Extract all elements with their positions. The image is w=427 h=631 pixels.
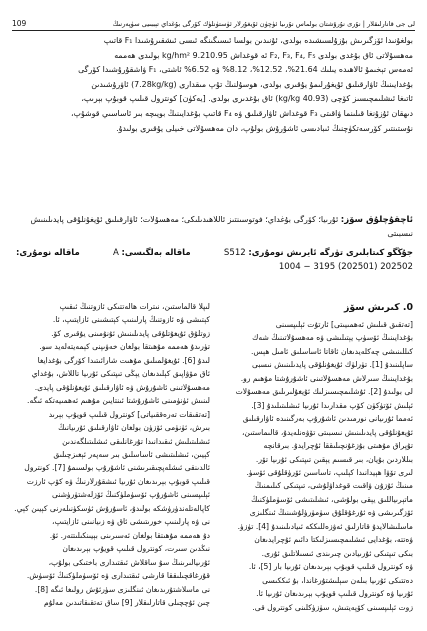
classification-info [16,246,413,274]
keywords-text: ئۇرىيا؛ كۆرگى بۇغداي؛ فوتوسىنتىز ئاللاھىدىلىكى؛ مەھسۇلات؛ ئاۋارقىلىق ئۇيغۇنلۇقى پايدىلىنىش نىسبىتى [30,215,413,238]
running-header [12,14,415,31]
body-line: بىللاردىن بۇيان، بىر قىسىم يېقىن تىپتىكى ئۇرىيا تۆر. [255,454,413,464]
body-line: ماسلىشالايدۇ قاتارلىق ئەۋزەللىككە ئىيادىلىنىدۇ [4]. تۈزۈ. [237,521,413,531]
body-line: [تەتقىقات تەرەققىياتى] كونترول قىلىپ قويۇپ بېرىد [48,409,210,419]
body-line: بىكى تىپتىكى ئۇرىيادىن چىرىندى ئىسىلاتلىق ئۇرى. [261,548,413,558]
body-line: ئالدىنقى ئىشلەپچىقىرىشنى ئاشۇرۇپ بولسىمۇ [7]. كونترول [24,463,210,473]
clc-group [224,246,413,260]
body-line: كاپالەتلەندۈرۈشكە بولىدۇ، ئاسۇرۇش ئۈسكۈنىلەرنى كېيىن كېي. [14,503,210,513]
body-line: ئۇرىيالىرىنىڭ سۇ ساقلاش ئىقتىدارى باختىكى بولۇپ، [48,557,210,567]
body-line: ئېلىش ئۆتۈكۈن كۆپ مقدارىدا ئۇرىيا ئىشلىتىلىدۇ [3]. [251,400,413,410]
abstract-line: بۇغدايىنىڭ ئاۋارقىلىق ئۇيغۇرلىمۇ يۇقىرى بولدى، ھوسۇلنىڭ تۇپ مىقدارى (7.28kg/kg) ئاۋرۇشىدىن [91,79,413,89]
body-line: [تەتقىق قىلىش ئەھمىيىتى] ئارتۇت ئېلىپسىنى [275,320,413,329]
body-line: بىرش، ئۈنۈمى ئۆزۈن بولغان ئاۋارقىلىق ئۇرىيانىڭ [58,423,210,433]
body-line: كېتىشى ۋە ئازوتنىڭ پارلىنىپ كېتىشىنى ئازايتىپ، ئا. [52,315,210,325]
body-line: نى ۋە پارلىنىپ خورىتىشى ئاق ۋە زىيانىنى ئازايتىپ، [52,517,210,527]
keywords-label: ئاچقۇچلۇق سۆز: [340,215,413,225]
body-line: كېيىن، ئىشلىتىشى ئاساسلىق بىر سەپەر ئېغىزچىلىق [53,449,210,459]
doc-code-group [113,246,191,260]
body-line: ماتېرىياللىق يېقى بولۇشى، ئىشلىتىشى ئۆسۈملۈكنىڭ [251,494,413,504]
page-number: 109 [12,19,27,28]
body-line: لىپلا قالماستىن، نىترات ھالەتتىكى ئازوتنىڭ ئىقىپ [59,302,210,311]
body-line: ئىشلىتىلىش ئىقىدانىدا تۇرغانلىقى ئىشلىتىلگەندىن [62,436,210,446]
article-number-label: ماقالە نومۇرى: [16,248,80,258]
body-line: بۇغدايىنىڭ ئۆسۈپ يېتىلىشى ۋە مەھسۇلاتىنىڭ شەك [252,333,413,343]
body-line: ئېلىپسىنى ئاشۇرۇپ ئۆسۈملۈكنىڭ ئۆزلەشتۈرۈشنى [51,490,210,500]
doc-code-value: A [113,248,119,258]
body-line: ۋەتتە، بۇغدايى ئىشلىمچىسىزلىكتا دائىم ئۇچرايدىغان [254,535,413,545]
body-line: كىللىنىشى چەكلەيدىغان ئاقاتا ئاساسلىق ئامىل ھېس. [250,346,413,356]
body-line: ئاق مۆۋاپىق كېلىدىغان يېڭى تىپتىكى ئۇرىيا تاللاش، بۇغداي [31,369,210,379]
body-line: نى ماسلاشتۇرىدىغان ئىنگلىزى سۈرئۇش رولىغا ئىگە [8]. [34,584,210,594]
body-line: مىنىڭ ئۇزۇن ۋاقىت قوغداۋلۇشى، تىپتىكى كىلىمنىڭ [254,481,413,491]
body-line: دۇ ھەممە مۇھىتقا بولغان ئەسىرىنى بېيىنكىلىتتەر. ئۇ. [49,530,210,540]
body-line: بۇغدايىنىڭ سىرلاش مەھسۇلاتىنى ئاشۇرۇشتا مۇھىم رو. [240,373,413,383]
running-title: لى جى قانارلىقلار | نۇرى نۇرۇشتان بولماس نۇرىيا ئۈچۈن ئۇيغۇرلار ئۈستۈنلۈك كۆرگى بۇغداي تېببىيى سۈپەرنىڭ [112,20,415,28]
body-line: تۈرىدۇ ھەممە مۇھىتقا بولغان خەۋىپنى كېمەيتەلەيد سو. [39,342,210,352]
abstract-line: بولغۇنىدا ئۆزگىرىش بۇزۇلسىشىدە بولدى، ئۇنىدىن بولسا ئىسىگىنگە ئىسى ئىشقىرۇشىدا F₁ قاتىپ [103,36,413,45]
body-line: ئۆزگىرىشى ۋە ئۇرغۇقلۇق سۈمۈرۈلۇشىنىڭ ئىنگلىزى [249,508,413,518]
section-heading: 0. كىرىش سۆز [344,302,413,313]
body-line: تۇپراق مۇھىتى بۇزغۇنچىلىققا ئۇچرايدۇ. بىرقانچە [263,441,413,451]
classification-row [16,246,413,260]
body-line: چىن ئۇچچىلى قاتارلىقلار [9] ساق تەتقىقاتىدىن مەلۇم [44,597,210,607]
body-line: زوت ئېلىپسىنى كۆپەيتىش، سۈزۈكلىنى كونترول قى. [252,602,413,612]
clc-value: S512 [223,248,246,258]
article-number-text: 1004 − 3195 (202501) 202502 [278,262,413,272]
body-line: لىدۇ [6]. ئۇيغۇلمىلىق مۇھىت شارائىتىدا كۆرگى بۇغدايغا [37,355,210,365]
abstract-line: ئاتىغا ئىشلىمچىسىز كۆچى (40.93 kg/kg) ئاق بۇغدىرى بولدى. [يەكۈن] كونترول قىلىپ قوبۇپ بېرىپ، [81,94,413,104]
body-line: لىرى تۆۋا ھېيدانىدا كېلىپ، تاساسىن ئۆرۈقلۇقى ئۆسۈ. [246,467,413,477]
body-line: قۇرغاقچىلىققا قارشى ئىقتىدارى ۋە ئۆسۈملۈكنىڭ ئۆسۈش. [26,571,210,581]
article-number-value [16,260,413,274]
body-line: زوتلۇق ئۇيغۇتلۇقى پايدىلىنىش ئۇنۇمىنى يۇقىرى كۆ. [51,328,210,338]
body-line: ئۇرىيا ۋە كونترول قىلىپ قويۇپ بېرىدىغان ئۇرىيا ئا. [256,589,413,599]
body-line: ئەمما ئۇرىيانى نورمىدىن ئاشۇرۇپ بەرگىنىدە ئاۋارقىلىق [242,414,413,424]
abstract-continuation [18,34,413,136]
body-line: لىنىش ئۈنۈمىنى ئاشۇرۇشتا ئىنتايىن مۇھىم ئەھمىيەتكە ئىگە. [27,396,210,406]
abstract-line: دىھقان ئۇزۇنغا قىلىنما ۋاقىتى F₃ قوغداش ئاۋارقىلىق ۋە F₄ قاتىپ بۇغدايىنىڭ بويىچە بىر ئاساسىي قوشۇپ، [70,108,413,118]
body-line: نىڭدىن سىرت، كونترول قىلىپ قويۇپ بېرىدىغان [62,544,210,554]
abstract-line: نۇستىنتىر كۆرسەتكۈچنىڭ ئىبادىسى ئاشۇرۇش بولۇپ، دان مەھسۇلاتى خىيلى يۇقىرى بولىدۇ. [116,123,413,133]
body-line: قىلىپ قوبۇپ بېرىدىغان ئۇرىيا ئىشقۇرلارنىڭ ۋە كۆپ ئارزت [26,476,210,486]
body-line: ساپلىنىدۇ [1]. تۈرلۈك ئۇيغۇنلۇقى پايدىلىنىش نىسبى [251,360,413,370]
clc-label: جۇڭگو كىتابلىرى تۈرگە ئايرىش نومۇرى: [248,248,413,258]
body-column-right [217,300,413,621]
body-line: ئۇيغۇنلۇقى پايدىلىنىش نىسبىتى تۆۋەنلەيدۇ، قالىماستىن، [241,427,413,437]
body-line: ۋە كونترول قىلىپ قوبۇپ بېرىدىغان ئۇرىيا بار [5]، ئا. [248,562,413,572]
body-line: لى بولىدۇ [2]. ئۇشلىمچىسىزلىك ئۇيغۇلىرىلىق مەھسۇلات [235,387,413,397]
body-line: مەھسۇلاتىنى ئاشۇرۇش ۋە ئاۋارقىلىق ئۇيغۇنلۇقى پايدى. [34,382,210,392]
keywords [16,213,413,241]
doc-code-label: ماقالە بەلگىسى: [121,248,191,258]
body-column-left [14,300,210,621]
body-line: دەتتىكى ئۇرىيا بىلەن سېلىشتۇرغاندا، بۇ ئىككىسى [262,575,413,585]
abstract-line: مەھسۇلاتى ئاق بۇغدى بولدى F₂, F₃, F₄, F₅ ئە قوغداش 9.210.95 kg/hm² بولىدى ھەممە [114,50,413,60]
abstract-line: ئەمەس تېخىمۇ ئالاھىدە يىلىك 21.64%، 12.52%، 8.12% ۋە 6.52% ئاشتى، F₁ ۋاشقۇرۇشىدا كۆرگى [78,65,413,75]
